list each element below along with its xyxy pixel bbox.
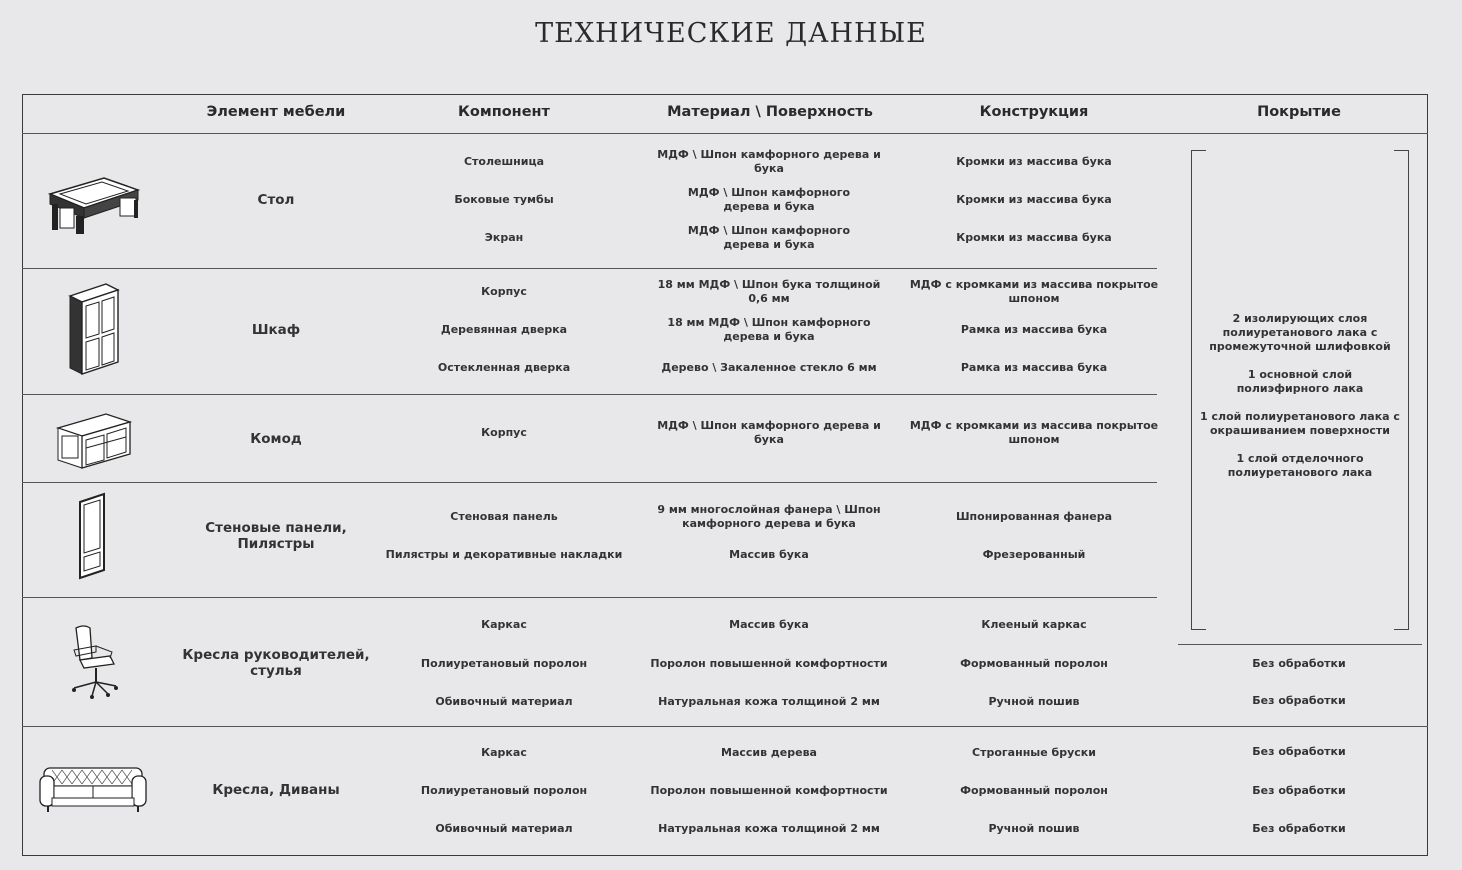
row-divider xyxy=(22,394,1157,395)
construction-cell: МДФ с кромками из массива покрытое шпоном xyxy=(909,419,1159,446)
material-cell: МДФ \ Шпон камфорного дерева и бука xyxy=(657,419,881,446)
component-cell: Полиуретановый поролон xyxy=(420,657,588,670)
component-cell: Обивочный материал xyxy=(435,822,573,835)
component-cell: Деревянная дверка xyxy=(440,323,568,336)
material-cell: Массив бука xyxy=(729,548,809,561)
sofa-icon xyxy=(38,764,148,814)
row-divider xyxy=(22,726,1428,727)
furniture-name: Комод xyxy=(250,431,302,447)
material-cell: Натуральная кожа толщиной 2 мм xyxy=(658,822,880,835)
construction-cell: Рамка из массива бука xyxy=(960,323,1108,336)
wardrobe-icon xyxy=(66,282,122,376)
construction-cell: Ручной пошив xyxy=(988,822,1080,835)
coating-cell: Без обработки xyxy=(1252,694,1346,707)
construction-cell: Строганные бруски xyxy=(972,746,1096,759)
construction-cell: Фрезерованный xyxy=(982,548,1086,561)
header-divider xyxy=(22,133,1428,134)
material-cell: 9 мм многослойная фанера \ Шпон камфорного дерева и бука xyxy=(657,503,881,530)
material-cell: МДФ \ Шпон камфорного дерева и бука xyxy=(657,148,881,175)
coating-cell: Без обработки xyxy=(1252,784,1346,797)
component-cell: Остекленная дверка xyxy=(437,361,571,374)
component-cell: Экран xyxy=(484,231,524,244)
component-cell: Пилястры и декоративные накладки xyxy=(385,548,623,561)
material-cell: Массив дерева xyxy=(721,746,817,759)
material-cell: МДФ \ Шпон камфорного дерева и бука xyxy=(687,224,851,251)
coating-layer: 1 слой отделочного полиуретанового лака xyxy=(1227,452,1373,479)
component-cell: Столешница xyxy=(463,155,545,168)
header-coating: Покрытие xyxy=(1257,104,1341,120)
coating-layer: 1 основной слой полиэфирного лака xyxy=(1236,368,1364,395)
component-cell: Корпус xyxy=(481,426,527,439)
coating-layer: 2 изолирующих слоя полиуретанового лака с промежуточной шлифовкой xyxy=(1209,312,1391,353)
material-cell: Массив бука xyxy=(729,618,809,631)
coating-layer: 1 слой полиуретанового лака с окрашиванием поверхности xyxy=(1200,410,1400,437)
wall-panel-icon xyxy=(76,492,110,580)
construction-cell: Формованный поролон xyxy=(960,784,1108,797)
row-divider xyxy=(22,597,1157,598)
coating-cell: Без обработки xyxy=(1252,745,1346,758)
row-divider xyxy=(22,482,1157,483)
construction-cell: Формованный поролон xyxy=(960,657,1108,670)
material-cell: Поролон повышенной комфортности xyxy=(650,784,888,797)
header-construction: Конструкция xyxy=(979,104,1089,120)
office-chair-icon xyxy=(66,624,122,700)
material-cell: Дерево \ Закаленное стекло 6 мм xyxy=(661,361,877,374)
material-cell: 18 мм МДФ \ Шпон бука толщиной 0,6 мм xyxy=(657,278,881,305)
construction-cell: МДФ с кромками из массива покрытое шпоном xyxy=(909,278,1159,305)
dresser-icon xyxy=(54,404,134,472)
row-divider xyxy=(22,268,1157,269)
furniture-name: Стеновые панели, Пилястры xyxy=(205,520,347,552)
furniture-name: Кресла руководителей, стулья xyxy=(182,647,370,679)
coating-divider xyxy=(1178,644,1422,645)
component-cell: Каркас xyxy=(481,746,527,759)
construction-cell: Ручной пошив xyxy=(988,695,1080,708)
material-cell: МДФ \ Шпон камфорного дерева и бука xyxy=(687,186,851,213)
component-cell: Боковые тумбы xyxy=(454,193,554,206)
desk-icon xyxy=(46,160,142,238)
component-cell: Каркас xyxy=(481,618,527,631)
coating-cell: Без обработки xyxy=(1252,822,1346,835)
header-element: Элемент мебели xyxy=(206,104,346,120)
construction-cell: Кромки из массива бука xyxy=(956,231,1112,244)
furniture-name: Кресла, Диваны xyxy=(212,782,340,798)
component-cell: Корпус xyxy=(481,285,527,298)
furniture-name: Стол xyxy=(257,192,295,208)
construction-cell: Кромки из массива бука xyxy=(956,193,1112,206)
coating-cell: Без обработки xyxy=(1252,657,1346,670)
construction-cell: Рамка из массива бука xyxy=(960,361,1108,374)
furniture-name: Шкаф xyxy=(251,322,301,338)
construction-cell: Кромки из массива бука xyxy=(956,155,1112,168)
component-cell: Обивочный материал xyxy=(435,695,573,708)
page-title: ТЕХНИЧЕСКИЕ ДАННЫЕ xyxy=(535,18,927,49)
component-cell: Стеновая панель xyxy=(450,510,558,523)
shared-coating xyxy=(1200,312,1400,494)
construction-cell: Шпонированная фанера xyxy=(955,510,1113,523)
material-cell: Поролон повышенной комфортности xyxy=(650,657,888,670)
header-material: Материал \ Поверхность xyxy=(667,104,873,120)
header-component: Компонент xyxy=(458,104,550,120)
construction-cell: Клееный каркас xyxy=(981,618,1087,631)
component-cell: Полиуретановый поролон xyxy=(420,784,588,797)
material-cell: Натуральная кожа толщиной 2 мм xyxy=(658,695,880,708)
material-cell: 18 мм МДФ \ Шпон камфорного дерева и бука xyxy=(667,316,871,343)
